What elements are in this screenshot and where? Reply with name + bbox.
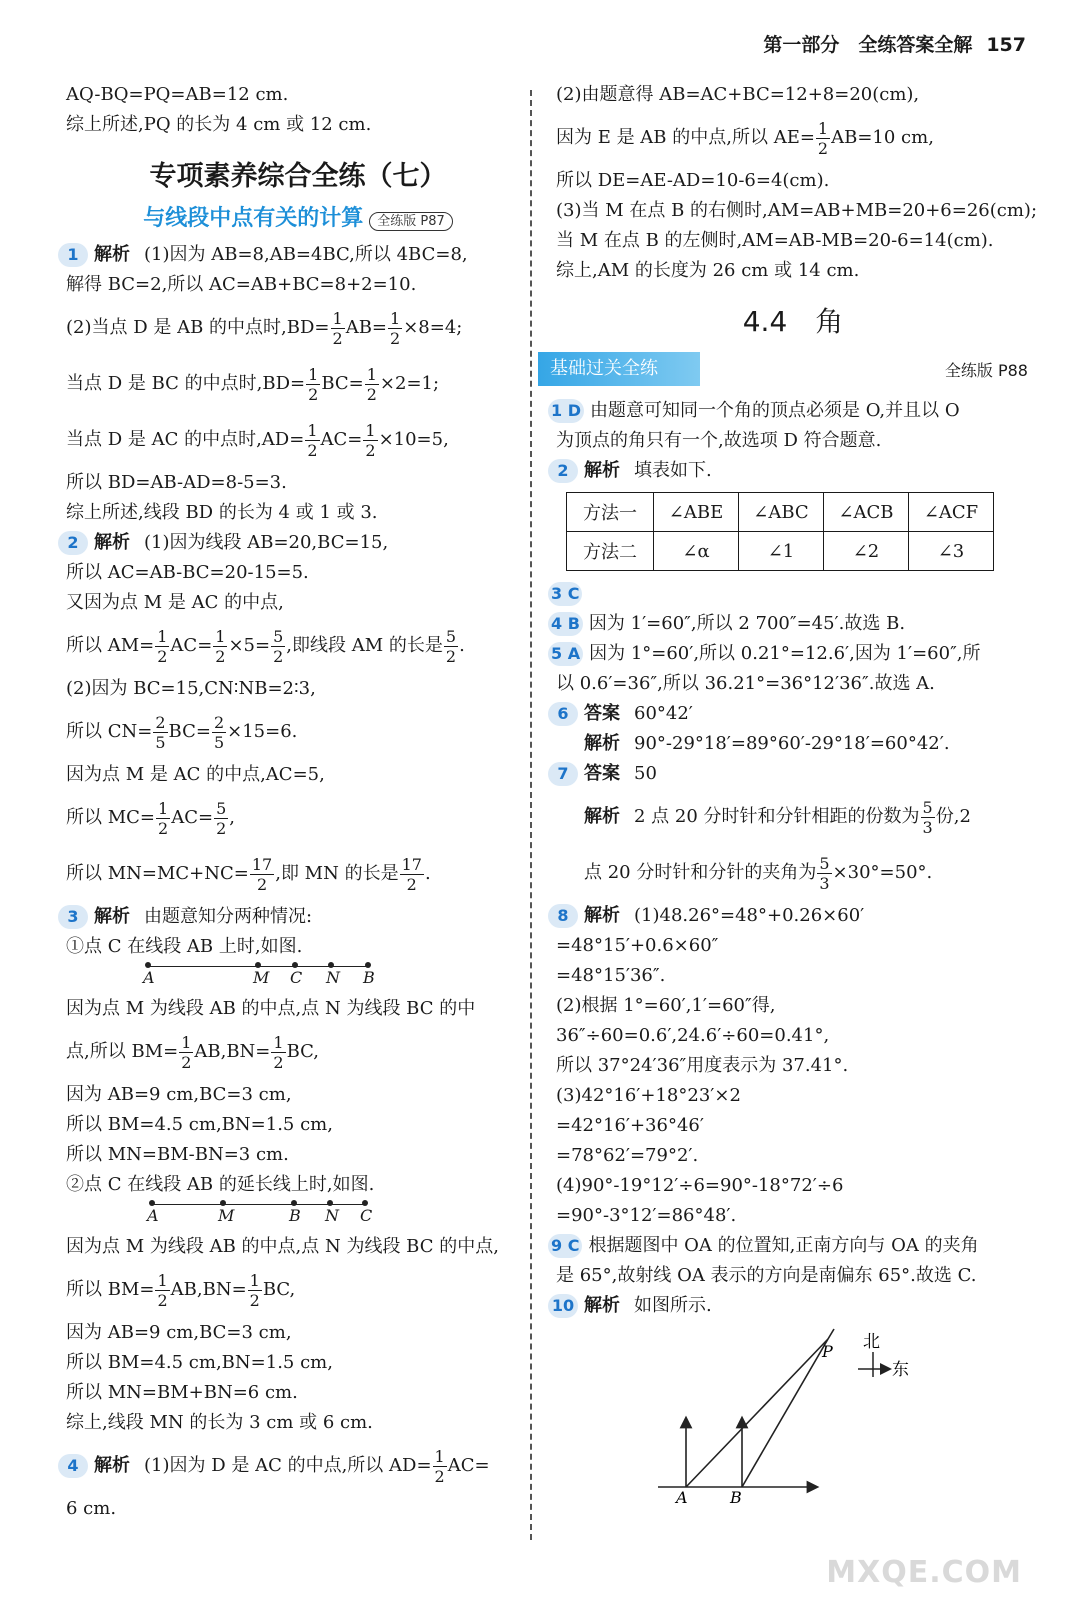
formula-line: 点,所以 BM= $\frac{1}{2}$ AB,BN= $\frac{1}{2}$ BC, — [66, 1032, 319, 1072]
text-line: 因为 1°=60′,所以 0.21°=12.6′,因为 1′=60″,所 — [589, 643, 981, 664]
text-line: 综上,AM 的长度为 26 cm 或 14 cm. — [556, 260, 860, 281]
compass-east-label: 东 — [892, 1360, 909, 1380]
fraction: $\frac{5}{2}$ — [445, 626, 457, 666]
text-line: =42°16′+36°46′ — [556, 1115, 704, 1136]
answer-label: 解析 — [94, 906, 130, 927]
segment-figure-2 — [147, 1200, 518, 1228]
text-line: 填表如下. — [634, 460, 712, 481]
text-line: 为顶点的角只有一个,故选项 D 符合题意. — [556, 430, 882, 451]
question-number: 2 — [548, 459, 578, 483]
text-line: 因为点 M 为线段 AB 的中点,点 N 为线段 BC 的中 — [66, 998, 476, 1019]
question-number: 9 C — [548, 1234, 582, 1258]
fraction: $\frac{5}{3}$ — [819, 853, 830, 893]
section-bar-label: 基础过关全练 — [538, 352, 700, 386]
fraction: $\frac{1}{2}$ — [366, 364, 377, 404]
point-label: B — [363, 968, 375, 987]
header-section: 第一部分 全练答案全解 — [763, 34, 973, 56]
question-2 — [58, 528, 518, 902]
text-line: (2)由题意得 AB=AC+BC=12+8=20(cm), — [556, 84, 920, 105]
question-1 — [58, 240, 518, 528]
fraction: $\frac{1}{2}$ — [307, 420, 318, 460]
fraction: $\frac{2}{5}$ — [213, 712, 225, 752]
point-label: A — [676, 1488, 688, 1507]
fraction: $\frac{5}{2}$ — [216, 798, 227, 838]
question-number: 6 — [548, 702, 578, 726]
question-number: 7 — [548, 762, 578, 786]
text-line: 所以 37°24′36″用度表示为 37.41°. — [556, 1055, 849, 1076]
text-line: 由题意知分两种情况: — [144, 906, 313, 927]
question-number: 3 — [58, 905, 88, 929]
text-line: 所以 BM=4.5 cm,BN=1.5 cm, — [66, 1114, 333, 1135]
text-line: 因为 AB=9 cm,BC=3 cm, — [66, 1084, 292, 1105]
text-line: (1)48.26°=48°+0.26×60′ — [634, 905, 865, 926]
fraction: $\frac{1}{2}$ — [332, 308, 343, 348]
question-4: 4 解析 (1)因为 D 是 AC 的中点,所以 AD= $\frac{1}{2}$ AC= 6 cm. — [58, 1438, 518, 1524]
point-label: B — [289, 1206, 301, 1225]
section-bar — [538, 352, 1038, 388]
text-line: 以 0.6′=36″,所以 36.21°=36°12′36″.故选 A. — [556, 673, 935, 694]
text-line: 综上所述,线段 BD 的长为 4 或 1 或 3. — [66, 502, 378, 523]
fraction: $\frac{2}{5}$ — [155, 712, 166, 752]
page-header — [763, 30, 1026, 57]
point-label: C — [290, 968, 303, 987]
page-ref: 全练版 P88 — [944, 361, 1028, 380]
answer-value: 50 — [634, 763, 657, 784]
text-line: 所以 BM=4.5 cm,BN=1.5 cm, — [66, 1352, 333, 1373]
text-line: AQ-BQ=PQ=AB=12 cm. — [66, 84, 289, 105]
question-number: 1 D — [548, 399, 584, 423]
text-line: (4)90°-19°12′÷6=90°-18°72′÷6 — [556, 1175, 844, 1196]
text-line: (1)因为 AB=8,AB=4BC,所以 4BC=8, — [144, 244, 468, 265]
formula-line: 因为 E 是 AB 的中点,所以 AE= $\frac{1}{2}$ AB=10 cm, — [556, 118, 934, 158]
fraction: $\frac{17}{2}$ — [401, 854, 422, 894]
text-line: 所以 BD=AB-AD=8-5=3. — [66, 472, 287, 493]
sub-title-text: 与线段中点有关的计算 — [143, 206, 364, 231]
text-line: 综上所述,PQ 的长为 4 cm 或 12 cm. — [66, 114, 372, 135]
answer-label: 解析 — [584, 460, 620, 481]
formula-line: 所以 MN=MC+NC= $\frac{17}{2}$ ,即 MN 的长是 $\frac{17}{2}$ . — [66, 854, 431, 894]
text-line: 因为 AB=9 cm,BC=3 cm, — [66, 1322, 292, 1343]
point-label: A — [143, 968, 155, 987]
direction-figure — [658, 1327, 1038, 1507]
text-line: 36″÷60=0.6′,24.6′÷60=0.41°, — [556, 1025, 830, 1046]
formula-line: 当点 D 是 AC 的中点时,AD= $\frac{1}{2}$ AC= $\frac{1}{2}$ ×10=5, — [66, 420, 449, 460]
answer-label: 解析 — [94, 244, 130, 265]
fraction: $\frac{1}{2}$ — [273, 1032, 284, 1072]
text-line: =78°62′=79°2′. — [556, 1145, 699, 1166]
ray-ap — [686, 1339, 828, 1487]
point-label: B — [730, 1488, 742, 1507]
segment-figure-1 — [143, 962, 518, 990]
text-line: 6 cm. — [66, 1498, 117, 1519]
question-number: 8 — [548, 904, 578, 928]
text-line: 所以 MN=BM+BN=6 cm. — [66, 1382, 298, 1403]
fraction: $\frac{1}{2}$ — [434, 1446, 445, 1486]
fraction: $\frac{1}{2}$ — [158, 798, 169, 838]
formula-line: 所以 MC= $\frac{1}{2}$ AC= $\frac{5}{2}$ , — [66, 798, 235, 838]
question-number: 4 — [58, 1454, 88, 1478]
text-line: 如图所示. — [634, 1295, 712, 1316]
compass-north-label: 北 — [863, 1332, 880, 1352]
fraction: $\frac{1}{2}$ — [215, 626, 226, 666]
column-divider — [530, 90, 532, 1540]
fraction: $\frac{5}{2}$ — [273, 626, 284, 666]
point-label: C — [360, 1206, 373, 1225]
text-line: 由题意可知同一个角的顶点必须是 O,并且以 O — [589, 400, 960, 421]
section-title: 4.4 角 — [742, 305, 844, 338]
answer-label: 解析 — [584, 905, 620, 926]
text-line: ①点 C 在线段 AB 上时,如图. — [66, 936, 303, 957]
text-line: (3)当 M 在点 B 的右侧时,AM=AB+MB=20+6=26(cm); — [556, 200, 1038, 221]
text-line: 因为点 M 为线段 AB 的中点,点 N 为线段 BC 的中点, — [66, 1236, 499, 1257]
text-line: 根据题图中 OA 的位置知,正南方向与 OA 的夹角 — [588, 1235, 979, 1256]
formula-line: 所以 AM= $\frac{1}{2}$ AC= $\frac{1}{2}$ ×5= $\frac{5}{2}$ ,即线段 AM 的长是 $\frac{5}{2}$ . — [66, 626, 465, 666]
point-label: A — [147, 1206, 159, 1225]
question-3 — [58, 902, 518, 1438]
text-line: =48°15′+0.6×60″ — [556, 935, 719, 956]
left-column — [58, 80, 518, 1524]
fraction: $\frac{5}{3}$ — [922, 797, 933, 837]
fraction: $\frac{1}{2}$ — [390, 308, 401, 348]
answer-label: 解析 — [584, 733, 620, 754]
formula-line: (2)当点 D 是 AB 的中点时,BD= $\frac{1}{2}$ AB= $\frac{1}{2}$ ×8=4; — [66, 308, 463, 348]
formula-line: 所以 CN= $\frac{2}{5}$ BC= $\frac{2}{5}$ ×15=6. — [66, 712, 298, 752]
formula-line: 点 20 分时针和分针的夹角为 $\frac{5}{3}$ ×30°=50°. — [584, 853, 933, 893]
fraction: $\frac{1}{2}$ — [181, 1032, 192, 1072]
fraction: $\frac{1}{2}$ — [817, 118, 829, 158]
text-line: (2)根据 1°=60′,1′=60″得, — [556, 995, 776, 1016]
text-line: 所以 MN=BM-BN=3 cm. — [66, 1144, 289, 1165]
fraction: $\frac{1}{2}$ — [157, 1270, 168, 1310]
fraction: $\frac{1}{2}$ — [249, 1270, 260, 1310]
text-line: (1)因为线段 AB=20,BC=15, — [144, 532, 389, 553]
question-number: 2 — [58, 531, 88, 555]
text-line: 所以 AC=AB-BC=20-15=5. — [66, 562, 309, 583]
text-line: 因为点 M 是 AC 的中点,AC=5, — [66, 764, 325, 785]
right-column — [548, 80, 1038, 1512]
fraction: $\frac{1}{2}$ — [157, 626, 168, 666]
question-number: 10 — [548, 1294, 578, 1318]
text-line: 所以 DE=AE-AD=10-6=4(cm). — [556, 170, 830, 191]
text-line: 当 M 在点 B 的左侧时,AM=AB-MB=20-6=14(cm). — [556, 230, 994, 251]
text-line: 因为 1′=60″,所以 2 700″=45′.故选 B. — [588, 613, 906, 634]
ray-bp — [742, 1339, 828, 1487]
section-title: 专项素养综合全练（七） — [149, 161, 447, 192]
answer-label: 解析 — [94, 532, 130, 553]
point-label: N — [326, 968, 340, 987]
sub-title — [78, 201, 518, 232]
formula-line: 所以 BM= $\frac{1}{2}$ AB,BN= $\frac{1}{2}$ BC, — [66, 1270, 296, 1310]
answer-label: 解析 — [584, 806, 620, 827]
text-line: =48°15′36″. — [556, 965, 666, 986]
formula-line: 解析 2 点 20 分时针和分针相距的份数为 $\frac{5}{3}$ 份,2 — [584, 797, 971, 837]
point-label: N — [325, 1206, 339, 1225]
text-line: 90°-29°18′=89°60′-29°18′=60°42′. — [634, 733, 950, 754]
answer-label: 答案 — [584, 703, 620, 724]
text-line: (3)42°16′+18°23′×2 — [556, 1085, 741, 1106]
fraction: $\frac{1}{2}$ — [365, 420, 376, 460]
formula-line: 当点 D 是 BC 的中点时,BD= $\frac{1}{2}$ BC= $\frac{1}{2}$ ×2=1; — [66, 364, 440, 404]
answer-value: 60°42′ — [634, 703, 693, 724]
question-number: 1 — [58, 243, 88, 267]
text-line: 综上,线段 MN 的长为 3 cm 或 6 cm. — [66, 1412, 373, 1433]
text-line: =90°-3°12′=86°48′. — [556, 1205, 737, 1226]
question-number: 5 A — [548, 642, 583, 666]
page-number: 157 — [986, 34, 1026, 56]
page-ref-tag: 全练版 P87 — [369, 212, 453, 231]
text-line: 解得 BC=2,所以 AC=AB+BC=8+2=10. — [66, 274, 417, 295]
question-number: 4 B — [548, 612, 583, 636]
fraction: $\frac{17}{2}$ — [251, 854, 273, 894]
fraction: $\frac{1}{2}$ — [308, 364, 319, 404]
point-label: M — [218, 1206, 235, 1225]
text-line: (2)因为 BC=15,CN∶NB=2∶3, — [66, 678, 316, 699]
text-line: ②点 C 在线段 AB 的延长线上时,如图. — [66, 1174, 375, 1195]
text-line: 是 65°,故射线 OA 表示的方向是南偏东 65°.故选 C. — [556, 1265, 977, 1286]
angle-table — [566, 492, 994, 571]
watermark: MXQE.COM — [826, 1555, 1022, 1590]
question-number: 3 C — [548, 582, 582, 606]
answer-label: 答案 — [584, 763, 620, 784]
point-label: M — [253, 968, 270, 987]
answer-label: 解析 — [94, 1455, 130, 1476]
table-row: 方法一 ∠ABE ∠ABC ∠ACB ∠ACF — [567, 493, 994, 532]
text-line: 又因为点 M 是 AC 的中点, — [66, 592, 284, 613]
table-row: 方法二 ∠α ∠1 ∠2 ∠3 — [567, 532, 994, 571]
answer-label: 解析 — [584, 1295, 620, 1316]
point-label: P — [822, 1342, 833, 1361]
